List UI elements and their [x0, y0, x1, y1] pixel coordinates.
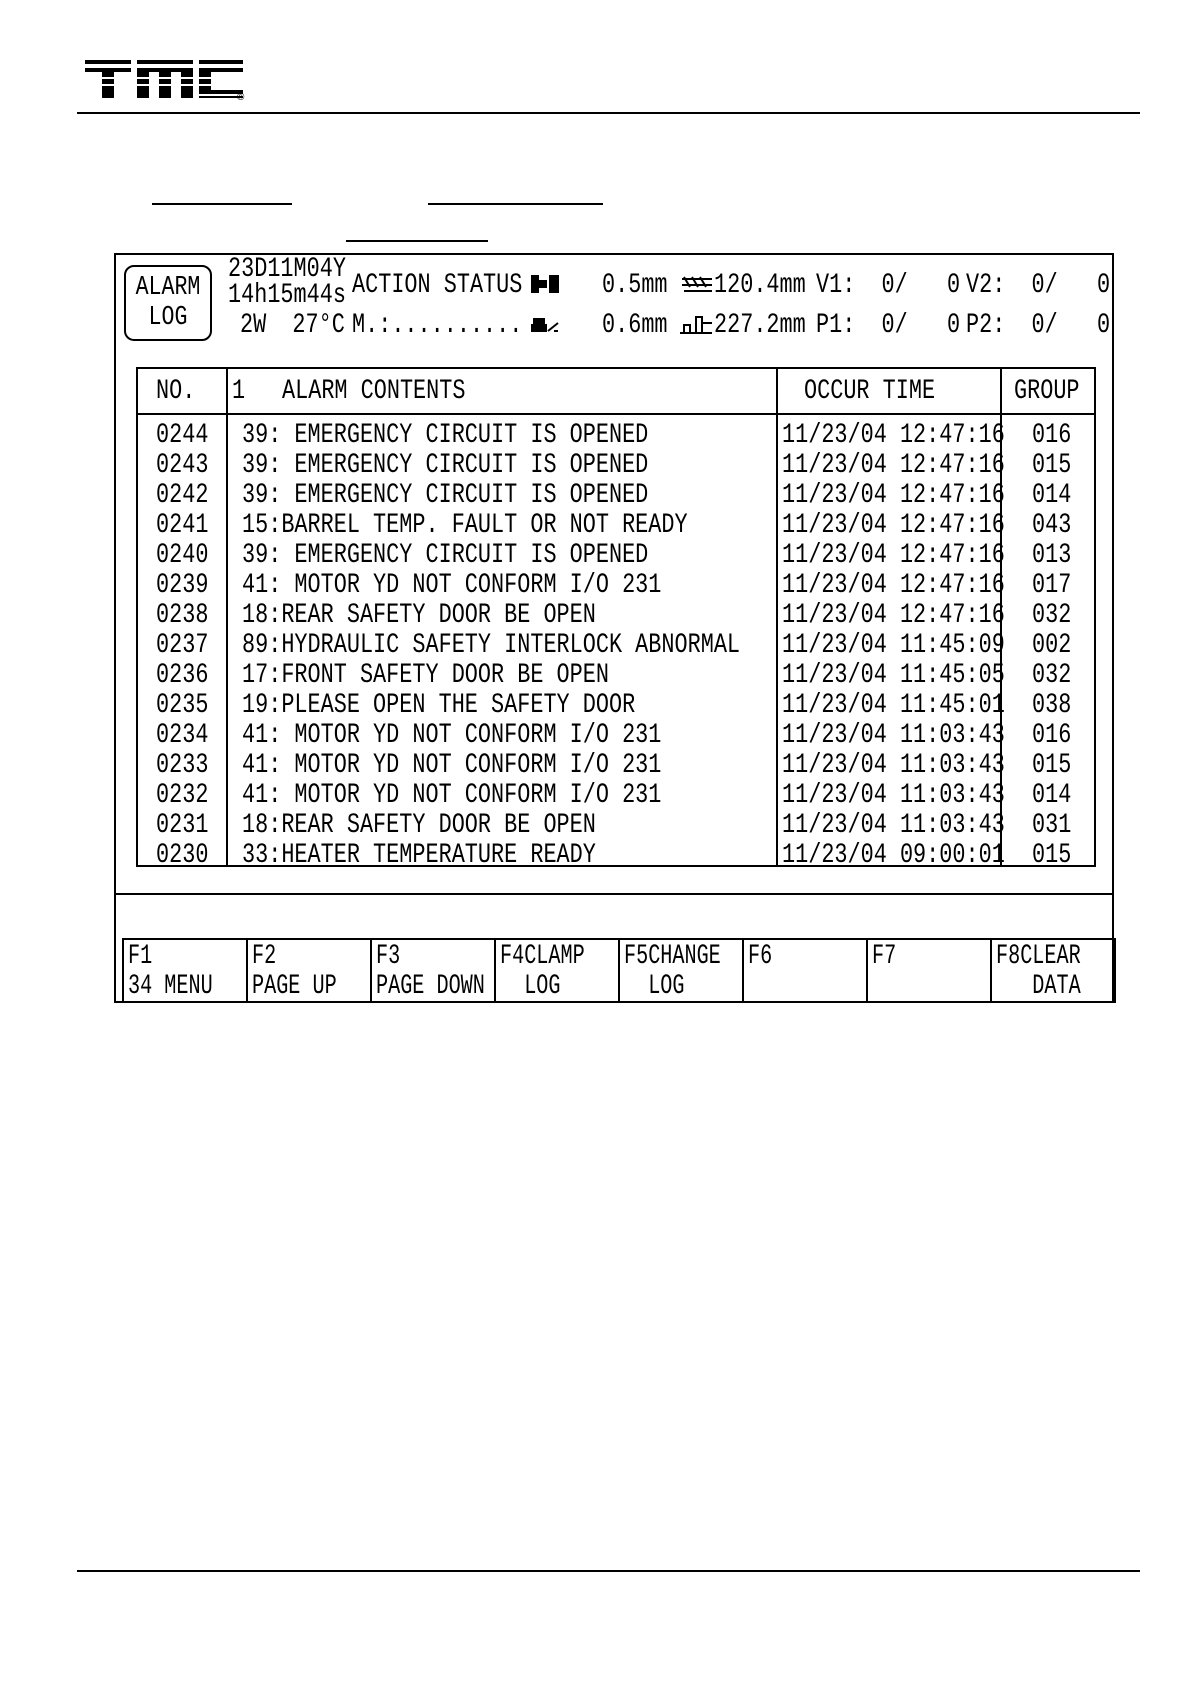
row-time: 11/23/04 12:47:16	[782, 480, 1005, 511]
f6-button[interactable]	[744, 940, 868, 1003]
v2-readout: V2: 0/ 0	[966, 270, 1111, 301]
row-content: 17:FRONT SAFETY DOOR BE OPEN	[242, 660, 609, 691]
alarm-table	[136, 367, 1096, 871]
f3-page-down-button[interactable]	[372, 940, 496, 1003]
row-content: 41: MOTOR YD NOT CONFORM I/O 231	[242, 750, 662, 781]
f4-label: F4CLAMP	[500, 941, 585, 972]
row-group: 043	[1032, 510, 1072, 541]
f7-button[interactable]	[868, 940, 992, 1003]
date-code: 23D11M04Y	[228, 254, 346, 285]
row-time: 11/23/04 12:47:16	[782, 600, 1005, 631]
table-row	[138, 661, 1094, 691]
row-group: 013	[1032, 540, 1072, 571]
blank-line-2	[428, 203, 603, 205]
f2-sublabel: PAGE UP	[252, 971, 337, 1002]
row-time: 11/23/04 11:03:43	[782, 720, 1005, 751]
row-no: 0230	[156, 840, 209, 871]
f1-label: F1	[128, 941, 153, 972]
row-group: 016	[1032, 720, 1072, 751]
header-no: NO.	[156, 376, 196, 407]
row-time: 11/23/04 12:47:16	[782, 570, 1005, 601]
table-row	[138, 751, 1094, 781]
header-occur-time: OCCUR TIME	[804, 376, 936, 407]
registered-mark: ®	[237, 92, 245, 103]
row-time: 11/23/04 12:47:16	[782, 540, 1005, 571]
row-content: 18:REAR SAFETY DOOR BE OPEN	[242, 600, 596, 631]
row-time: 11/23/04 11:45:01	[782, 690, 1005, 721]
row-content: 41: MOTOR YD NOT CONFORM I/O 231	[242, 780, 662, 811]
table-row	[138, 541, 1094, 571]
f3-label: F3	[376, 941, 401, 972]
nozzle-icon	[530, 315, 560, 342]
f8-label: F8CLEAR	[996, 941, 1081, 972]
row-no: 0239	[156, 570, 209, 601]
row-content: 39: EMERGENCY CIRCUIT IS OPENED	[242, 540, 649, 571]
row-group: 016	[1032, 420, 1072, 451]
ejector-icon	[678, 313, 714, 342]
f1-sublabel: 34 MENU	[128, 971, 213, 1002]
row-group: 038	[1032, 690, 1072, 721]
row-time: 11/23/04 11:03:43	[782, 780, 1005, 811]
row-group: 031	[1032, 810, 1072, 841]
row-content: 18:REAR SAFETY DOOR BE OPEN	[242, 810, 596, 841]
row-no: 0236	[156, 660, 209, 691]
alarm-log-screen	[114, 253, 1114, 1003]
row-time: 11/23/04 12:47:16	[782, 420, 1005, 451]
header-rule	[77, 112, 1140, 114]
row-no: 0242	[156, 480, 209, 511]
row-no: 0233	[156, 750, 209, 781]
function-key-bar	[122, 938, 1116, 1003]
row-time: 11/23/04 11:45:05	[782, 660, 1005, 691]
alarm-rows	[138, 421, 1094, 871]
row-group: 032	[1032, 660, 1072, 691]
row-no: 0231	[156, 810, 209, 841]
table-row	[138, 721, 1094, 751]
header-group: GROUP	[1014, 376, 1080, 407]
tmc-logo	[85, 56, 245, 106]
row-group: 015	[1032, 840, 1072, 871]
f5-sublabel: LOG	[624, 971, 685, 1002]
row-content: 39: EMERGENCY CIRCUIT IS OPENED	[242, 480, 649, 511]
f2-label: F2	[252, 941, 277, 972]
table-row	[138, 631, 1094, 661]
machine-label: M.:..........	[352, 310, 523, 341]
table-row	[138, 481, 1094, 511]
power-temp: 2W 27°C	[240, 310, 345, 341]
screen-title-badge	[124, 265, 212, 341]
table-row	[138, 421, 1094, 451]
f3-sublabel: PAGE DOWN	[376, 971, 485, 1002]
table-row	[138, 781, 1094, 811]
action-status-label: ACTION STATUS	[352, 270, 523, 301]
f6-label: F6	[748, 941, 773, 972]
row-time: 11/23/04 12:47:16	[782, 450, 1005, 481]
row-content: 39: EMERGENCY CIRCUIT IS OPENED	[242, 450, 649, 481]
f4-sublabel: LOG	[500, 971, 561, 1002]
f1-menu-button[interactable]	[124, 940, 248, 1003]
row-no: 0237	[156, 630, 209, 661]
p2-readout: P2: 0/ 0	[966, 310, 1111, 341]
screw-position-value: 120.4mm	[714, 270, 806, 301]
row-no: 0241	[156, 510, 209, 541]
table-row	[138, 841, 1094, 871]
row-group: 002	[1032, 630, 1072, 661]
row-content: 33:HEATER TEMPERATURE READY	[242, 840, 596, 871]
row-no: 0240	[156, 540, 209, 571]
blank-line-1	[152, 203, 292, 205]
header-alarm-contents: ALARM CONTENTS	[282, 376, 466, 407]
v1-readout: V1: 0/ 0	[816, 270, 961, 301]
nozzle-position-value: 0.6mm	[602, 310, 668, 341]
row-content: 89:HYDRAULIC SAFETY INTERLOCK ABNORMAL	[242, 630, 741, 661]
title-line-2: LOG	[148, 303, 188, 333]
f5-label: F5CHANGE	[624, 941, 721, 972]
row-group: 015	[1032, 450, 1072, 481]
row-content: 19:PLEASE OPEN THE SAFETY DOOR	[242, 690, 636, 721]
f7-label: F7	[872, 941, 897, 972]
header-page: 1	[232, 376, 246, 407]
time-code: 14h15m44s	[228, 280, 346, 311]
title-line-1: ALARM	[135, 273, 201, 303]
f8-sublabel: DATA	[996, 971, 1081, 1002]
mold-clamp-icon	[530, 273, 560, 300]
f2-page-up-button[interactable]	[248, 940, 372, 1003]
footer-rule	[77, 1570, 1140, 1572]
row-group: 014	[1032, 780, 1072, 811]
row-time: 11/23/04 11:45:09	[782, 630, 1005, 661]
row-group: 017	[1032, 570, 1072, 601]
row-time: 11/23/04 11:03:43	[782, 810, 1005, 841]
row-group: 015	[1032, 750, 1072, 781]
f4-clamp-log-button[interactable]	[496, 940, 620, 1003]
row-no: 0235	[156, 690, 209, 721]
row-no: 0244	[156, 420, 209, 451]
row-content: 15:BARREL TEMP. FAULT OR NOT READY	[242, 510, 688, 541]
blank-line-3	[346, 240, 488, 242]
table-header-divider	[138, 413, 1094, 415]
row-no: 0238	[156, 600, 209, 631]
row-no: 0243	[156, 450, 209, 481]
row-time: 11/23/04 12:47:16	[782, 510, 1005, 541]
p1-readout: P1: 0/ 0	[816, 310, 961, 341]
table-row	[138, 691, 1094, 721]
row-group: 014	[1032, 480, 1072, 511]
row-time: 11/23/04 09:00:01	[782, 840, 1005, 871]
screw-icon	[680, 273, 714, 300]
message-bar-divider	[116, 893, 1112, 895]
clamp-position-value: 0.5mm	[602, 270, 668, 301]
f5-change-log-button[interactable]	[620, 940, 744, 1003]
row-content: 41: MOTOR YD NOT CONFORM I/O 231	[242, 720, 662, 751]
f8-clear-data-button[interactable]	[992, 940, 1116, 1003]
ejector-position-value: 227.2mm	[714, 310, 806, 341]
row-group: 032	[1032, 600, 1072, 631]
table-row	[138, 811, 1094, 841]
row-content: 39: EMERGENCY CIRCUIT IS OPENED	[242, 420, 649, 451]
row-content: 41: MOTOR YD NOT CONFORM I/O 231	[242, 570, 662, 601]
row-no: 0234	[156, 720, 209, 751]
table-row	[138, 451, 1094, 481]
row-time: 11/23/04 11:03:43	[782, 750, 1005, 781]
table-row	[138, 511, 1094, 541]
row-no: 0232	[156, 780, 209, 811]
table-row	[138, 601, 1094, 631]
table-row	[138, 571, 1094, 601]
